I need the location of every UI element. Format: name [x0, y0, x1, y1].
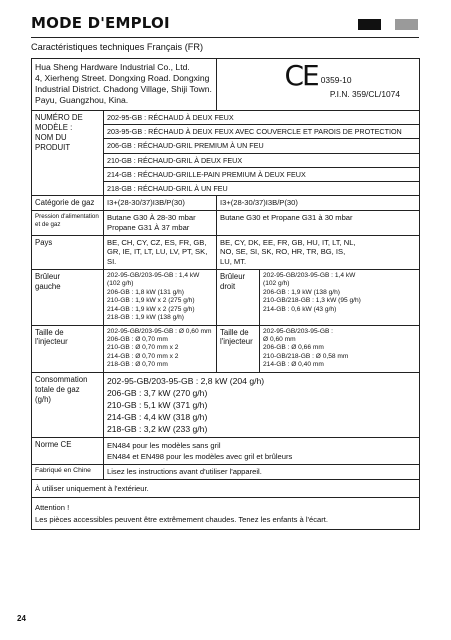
list-item: 214-GB : RÉCHAUD-GRILLE-PAIN PREMIUM À DEUX FEUX — [104, 168, 419, 182]
burner-right-values: 202-95-GB/203-95-GB : 1,4 kW (102 g/h) 206-GB : 1,9 kW (138 g/h) 210-GB/218-GB : 1,3 kW (95 g/h) 214-GB : 0,6 kW (43 g/h) — [260, 269, 420, 325]
ce-number: 0359-10 — [320, 75, 352, 86]
outdoor-row — [32, 479, 420, 498]
spec-table — [31, 58, 420, 530]
consumption-row — [32, 372, 420, 437]
warning-row — [32, 498, 420, 530]
list-item: 218-GB : RÉCHAUD-GRIL À UN FEU — [107, 184, 228, 194]
norm-label: Norme CE — [32, 437, 104, 464]
outdoor-use-text: À utiliser uniquement à l'extérieur. — [32, 479, 420, 498]
countries-row — [32, 235, 420, 269]
pressure-row — [32, 211, 420, 235]
burner-left-label: Brûleur gauche — [32, 269, 104, 325]
warning-text: Les pièces accessibles peuvent être extrêmement chaudes. Tenez les enfants à l'écart. — [35, 514, 328, 524]
norm-values: EN484 pour les modèles sans gril EN484 et EN498 pour les modèles avec gril et brûleurs — [104, 437, 420, 464]
gas-category-left: I3+(28-30/37)I3B/P(30) — [104, 196, 217, 211]
gas-category-label: Catégorie de gaz — [32, 196, 104, 211]
ce-certification — [217, 59, 420, 111]
manufacturer-row — [32, 59, 420, 111]
list-item: 206-GB : RÉCHAUD-GRIL PREMIUM À UN FEU — [104, 139, 419, 153]
model-row — [32, 111, 420, 196]
page-number: 24 — [17, 614, 26, 623]
header-marker-black — [358, 19, 381, 30]
section-subtitle: Caractéristiques techniques Français (FR) — [31, 42, 204, 52]
injector-right-values: 202-95-GB/203-95-GB : Ø 0,60 mm 206-GB : Ø 0,66 mm 210-GB/218-GB : Ø 0,58 mm 214-GB : Ø 0,40 mm — [260, 325, 420, 372]
warning-box — [32, 498, 420, 530]
injector-left-values: 202-95-GB/203-95-GB : Ø 0,60 mm 206-GB : Ø 0,70 mm 210-GB : Ø 0,70 mm x 2 214-GB : Ø 0,70 mm x 2 218-GB : Ø 0,70 mm — [104, 325, 217, 372]
consumption-values: 202-95-GB/203-95-GB : 2,8 kW (204 g/h) 206-GB : 3,7 kW (270 g/h) 210-GB : 5,1 kW (371 g/h) 214-GB : 4,4 kW (318 g/h) 218-GB : 3,2 kW (233 g/h) — [104, 372, 420, 437]
injector-row — [32, 325, 420, 372]
read-instructions-text: Lisez les instructions avant d'utiliser l'appareil. — [104, 464, 420, 479]
header-rule — [31, 37, 419, 38]
model-label: NUMÉRO DE MODÈLE : NOM DU PRODUIT — [32, 111, 104, 196]
burner-right-label: Brûleur droit — [217, 269, 260, 325]
countries-right: BE, CY, DK, EE, FR, GB, HU, IT, LT, NL, NO, SE, SI, SK, RO, HR, TR, BG, IS, LU, MT. — [217, 235, 420, 269]
injector-left-label: Taille de l'injecteur — [32, 325, 104, 372]
countries-left: BE, CH, CY, CZ, ES, FR, GB, GR, IE, IT, LT, LU, LV, PT, SK, SI. — [104, 235, 217, 269]
list-item: 210-GB : RÉCHAUD-GRIL À DEUX FEUX — [104, 154, 419, 168]
page-title: MODE D'EMPLOI — [31, 14, 170, 32]
norm-row — [32, 437, 420, 464]
injector-right-label: Taille de l'injecteur — [217, 325, 260, 372]
pressure-left: Butane G30 À 28-30 mbar Propane G31 À 37 mbar — [104, 211, 217, 235]
burner-left-values: 202-95-GB/203-95-GB : 1,4 kW (102 g/h) 206-GB : 1,8 kW (131 g/h) 210-GB : 1,9 kW x 2 (275 g/h) 214-GB : 1,9 kW x 2 (275 g/h) 218-GB : 1,9 kW (138 g/h) — [104, 269, 217, 325]
countries-label: Pays — [32, 235, 104, 269]
ce-mark-logo: CE — [284, 59, 318, 92]
made-in-row — [32, 464, 420, 479]
pressure-label: Pression d'alimentation et de gaz — [32, 211, 104, 235]
gas-category-right: I3+(28-30/37)I3B/P(30) — [217, 196, 420, 211]
burner-row — [32, 269, 420, 325]
pressure-right: Butane G30 et Propane G31 à 30 mbar — [217, 211, 420, 235]
gas-category-row — [32, 196, 420, 211]
pin-number: P.I.N. 359/CL/1074 — [329, 89, 400, 99]
header-marker-gray — [395, 19, 418, 30]
model-list — [104, 111, 420, 196]
made-in-label: Fabriqué en Chine — [32, 464, 104, 479]
list-item: 202-95-GB : RÉCHAUD À DEUX FEUX — [104, 111, 419, 125]
consumption-label: Consommation totale de gaz (g/h) — [32, 372, 104, 437]
warning-title: Attention ! — [35, 503, 70, 513]
manufacturer-address: Hua Sheng Hardware Industrial Co., Ltd. 4, Xierheng Street. Dongxing Road. Dongxing Industrial District. Chadong Village, Shiji Town. Payu, Guangzhou, Kina. — [32, 59, 217, 111]
list-item: 203-95-GB : RÉCHAUD À DEUX FEUX AVEC COUVERCLE ET PAROIS DE PROTECTION — [104, 125, 419, 139]
